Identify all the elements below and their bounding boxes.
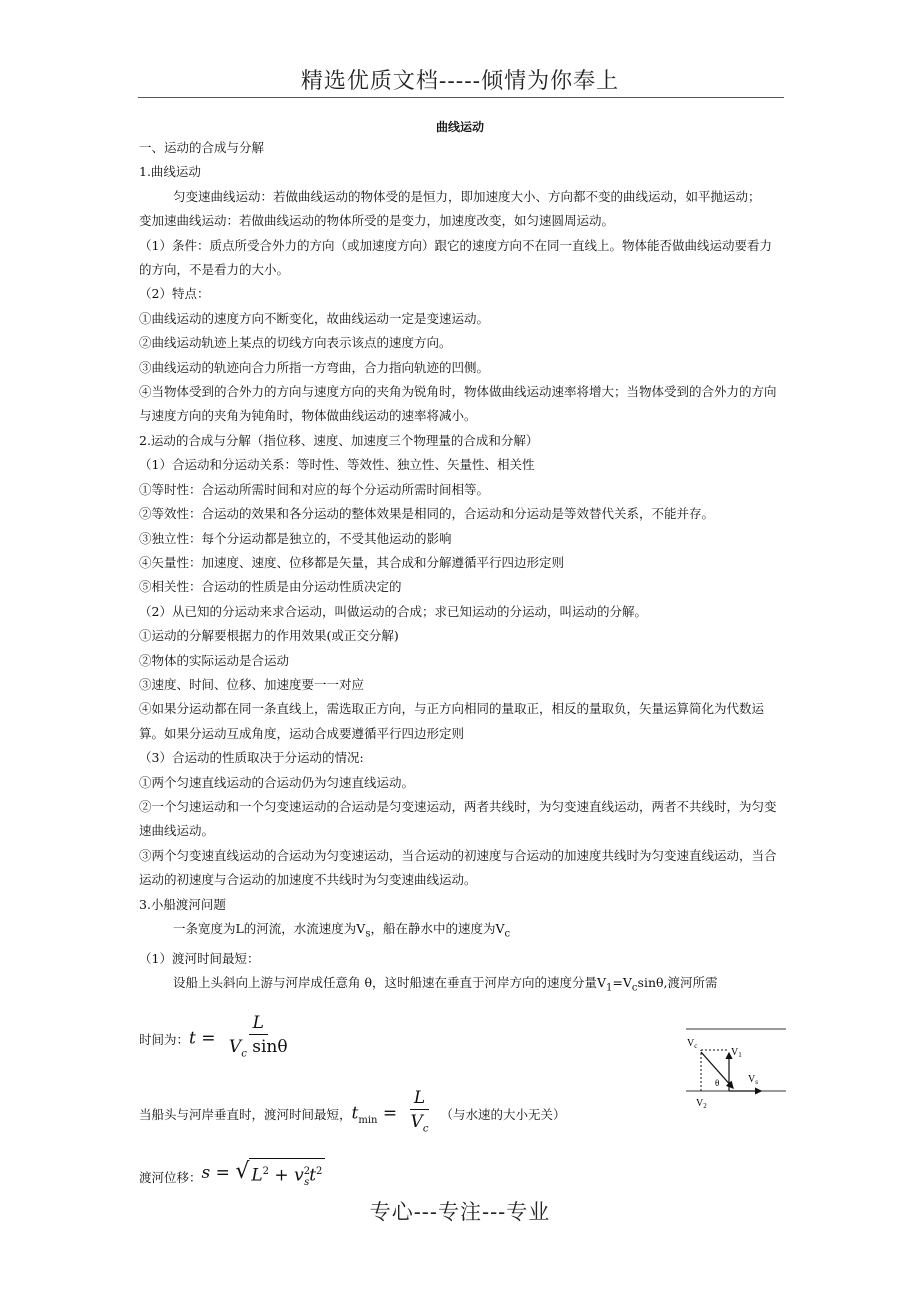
paragraph: ④当物体受到的合外力的方向与速度方向的夹角为锐角时，物体做曲线运动速率将增大；当物体受到的合外力的方向与速度方向的夹角为钝角时，物体做曲线运动的速率将减小。 (139, 384, 777, 424)
river-velocity-diagram (686, 1024, 786, 1116)
paragraph-river: 一条宽度为L的河流，水流速度为$V_s$，船在静水中的速度为$V_c$ (173, 921, 511, 940)
paragraph: （1）条件：质点所受合外力的方向（或加速度方向）跟它的速度方向不在同一直线上。物体能否做曲线运动要看力的方向，不是看力的大小。 (139, 237, 772, 278)
page-header-title: 精选优质文档-----倾情为你奉上 (300, 69, 620, 94)
subsection-heading: 2.运动的合成与分解（指位移、速度、加速度三个物理量的合成和分解） (139, 432, 539, 448)
paragraph: ④如果分运动都在同一条直线上，需选取正方向，与正方向相同的量取正，相反的量取负，矢量运算简化为代数运算。如果分运动互成角度，运动合成要遵循平行四边形定则 (139, 701, 765, 741)
formula-expression: t = $\frac{L}{V_c \sin\theta}$ (189, 1012, 296, 1066)
paragraph: 变加速曲线运动：若做曲线运动的物体所受的是变力，加速度改变，如匀速圆周运动。 (139, 213, 615, 229)
formula-note: （与水速的大小无关） (440, 1107, 566, 1123)
formula-label: 当船头与河岸垂直时，渡河时间最短， (139, 1107, 352, 1123)
formula-tmin (139, 1087, 565, 1141)
paragraph: （1）渡河时间最短： (139, 950, 260, 966)
paragraph: ④矢量性：加速度、速度、位移都是矢量，其合成和分解遵循平行四边形定则 (139, 554, 565, 570)
header-divider (138, 97, 784, 98)
fraction: $\frac{L}{V_c \sin\theta}$ (228, 1013, 288, 1060)
formula-label: 渡河位移： (139, 1169, 202, 1185)
vs-label: $V_s$ (748, 1074, 758, 1086)
formula-expression: $t_{min}$ = $\frac{L}{V_c}$ (352, 1087, 437, 1141)
formula-expression: s = √ $L^2 + v^2_st^2$ (202, 1158, 326, 1195)
paragraph: ①运动的分解要根据力的作用效果(或正交分解) (139, 628, 399, 644)
paragraph: 匀变速曲线运动：若做曲线运动的物体受的是恒力，即加速度大小、方向都不变的曲线运动，如平抛运动； (173, 188, 761, 204)
paragraph: （2）从已知的分运动来求合运动，叫做运动的合成；求已知运动的分运动，叫运动的分解。 (139, 603, 647, 619)
section-heading: 一、运动的合成与分解 (139, 140, 265, 155)
paragraph: ③曲线运动的轨迹向合力所指一方弯曲，合力指向轨迹的凹侧。 (139, 359, 490, 375)
paragraph-angle: 设船上头斜向上游与河岸成任意角 θ，这时船速在垂直于河岸方向的速度分量$V_1=V_c\sin\theta$,渡河所需 (173, 975, 718, 994)
v2-label: $V_2$ (696, 1098, 707, 1110)
fraction: $\frac{L}{V_c}$ (410, 1088, 429, 1135)
document-title: 曲线运动 (435, 120, 484, 134)
paragraph: ①两个匀速直线运动的合运动仍为匀速直线运动。 (139, 774, 415, 790)
paragraph: ②曲线运动轨迹上某点的切线方向表示该点的速度方向。 (139, 335, 452, 351)
paragraph: ②物体的实际运动是合运动 (139, 652, 290, 668)
paragraph: ③两个匀变速直线运动的合运动为匀变速运动，当合运动的初速度与合运动的加速度共线时为匀变速直线运动，当合运动的初速度与合运动的加速度不共线时为匀变速曲线运动。 (139, 847, 777, 888)
paragraph: ⑤相关性：合运动的性质是由分运动性质决定的 (139, 579, 402, 595)
paragraph: （1）合运动和分运动关系：等时性、等效性、独立性、矢量性、相关性 (139, 457, 535, 473)
page-footer-text: 专心---专注---专业 (369, 1200, 551, 1224)
theta-label: θ (715, 1078, 720, 1088)
formula-displacement (139, 1158, 325, 1195)
paragraph: ③速度、时间、位移、加速度要一一对应 (139, 676, 365, 692)
paragraph: ①曲线运动的速度方向不断变化，故曲线运动一定是变速运动。 (139, 310, 490, 326)
paragraph: ②一个匀速运动和一个匀变速运动的合运动是匀变速运动，两者共线时，为匀变速直线运动，两者不共线时，为匀变速曲线运动。 (139, 798, 777, 839)
subsection-heading: 3.小船渡河问题 (139, 896, 226, 912)
formula-time (139, 1012, 296, 1066)
paragraph: （3）合运动的性质取决于分运动的情况: (139, 750, 364, 766)
paragraph: ①等时性：合运动所需时间和对应的每个分运动所需时间相等。 (139, 481, 490, 497)
document-body (139, 136, 784, 1001)
vc-label: $V_c$ (687, 1038, 698, 1050)
subsection-heading: 1.曲线运动 (139, 164, 201, 180)
v1-label: $V_1$ (731, 1047, 742, 1059)
square-root: √ $L^2 + v^2_st^2$ (235, 1158, 325, 1195)
paragraph: ②等效性：合运动的效果和各分运动的整体效果是相同的，合运动和分运动是等效替代关系，不能并存。 (139, 506, 715, 522)
formula-label: 时间为： (139, 1032, 190, 1048)
paragraph: ③独立性：每个分运动都是独立的，不受其他运动的影响 (139, 530, 452, 546)
paragraph: （2）特点： (139, 286, 210, 302)
